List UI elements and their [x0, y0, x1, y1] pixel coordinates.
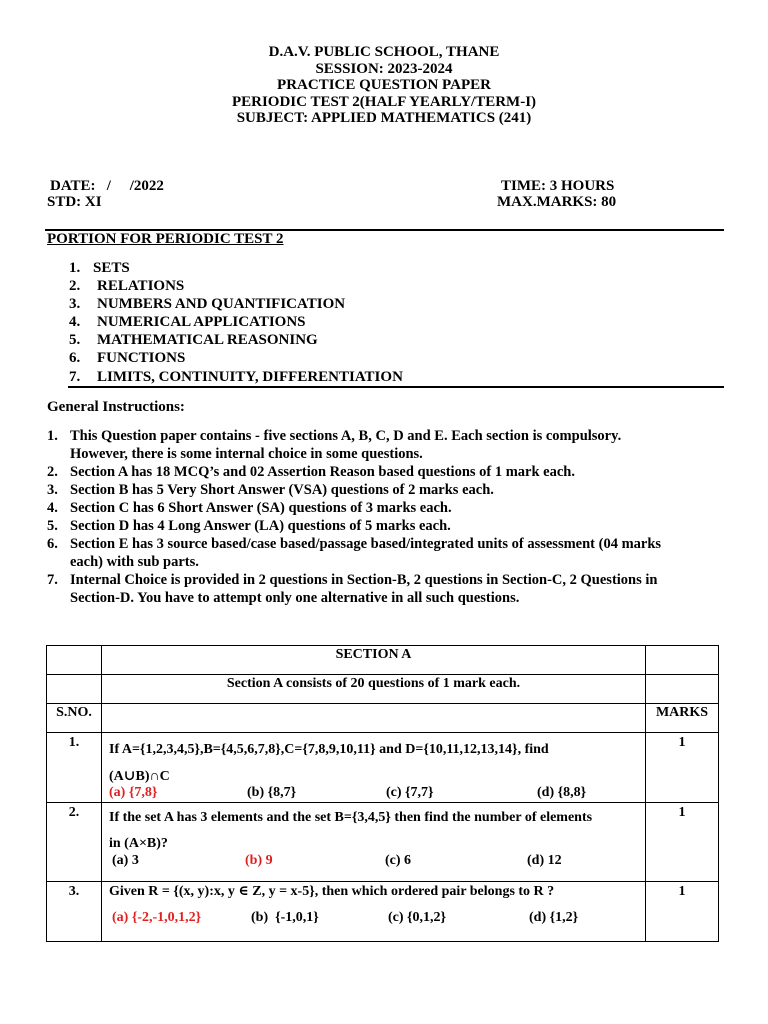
instructions-title: General Instructions:: [47, 399, 185, 415]
option-c: (c) {7,7}: [386, 785, 434, 800]
option-a: (a) 3: [112, 853, 139, 868]
option-d: (d) {8,8}: [537, 785, 587, 800]
std-field: STD: XI: [47, 194, 102, 210]
test-name: PERIODIC TEST 2(HALF YEARLY/TERM-I): [231, 93, 537, 110]
portion-item-num: 2.: [69, 278, 81, 294]
option-b: (b) {8,7}: [247, 785, 297, 800]
table-cell: [102, 704, 646, 733]
option-a-answer: (a) {-2,-1,0,1,2}: [112, 910, 202, 925]
max-marks-field: MAX.MARKS: 80: [497, 194, 617, 210]
option-a-answer: (a) {7,8}: [109, 785, 158, 800]
portion-item-label: FUNCTIONS: [97, 350, 186, 366]
instruction-num: 5.: [47, 518, 58, 534]
question-text: If the set A has 3 elements and the set B={3,4,5} then find the number of elements: [109, 810, 593, 825]
option-c: (c) 6: [385, 853, 412, 868]
instruction-item: [47, 517, 727, 535]
portion-item-label: NUMBERS AND QUANTIFICATION: [97, 296, 346, 312]
instruction-num: 6.: [47, 536, 58, 552]
question-text: If A={1,2,3,4,5},B={4,5,6,7,8},C={7,8,9,10,11} and D={10,11,12,13,14}, find: [109, 742, 549, 757]
instruction-line: Section A has 18 MCQ’s and 02 Assertion Reason based questions of 1 mark each.: [70, 464, 575, 480]
question-number: 2.: [47, 803, 102, 882]
question-marks: 1: [646, 803, 719, 882]
portion-item-num: 7.: [69, 369, 81, 385]
instruction-num: 3.: [47, 482, 58, 498]
table-row: [47, 675, 719, 704]
portion-item-label: SETS: [93, 260, 130, 276]
question-number: 3.: [47, 882, 102, 942]
question-text: Given R = {(x, y):x, y ∈ Z, y = x-5}, then which ordered pair belongs to R ?: [109, 884, 555, 899]
question-table: [46, 645, 719, 942]
option-c: (c) {0,1,2}: [388, 910, 447, 925]
table-row: [47, 803, 719, 882]
subject: SUBJECT: APPLIED MATHEMATICS (241): [236, 110, 532, 126]
portion-item-num: 3.: [69, 296, 81, 312]
instruction-line: Section B has 5 Very Short Answer (VSA) questions of 2 marks each.: [70, 482, 494, 498]
option-d: (d) 12: [527, 853, 562, 868]
instruction-item: [47, 571, 727, 607]
question-marks: 1: [646, 882, 719, 942]
instruction-num: 4.: [47, 500, 58, 516]
table-cell: [47, 646, 102, 675]
instruction-line: Section D has 4 Long Answer (LA) questions of 5 marks each.: [70, 518, 451, 534]
table-cell: [47, 675, 102, 704]
instruction-item: [47, 535, 727, 571]
table-header-row: [47, 704, 719, 733]
option-b: (b) {-1,0,1}: [251, 910, 319, 925]
question-cell: [102, 733, 646, 803]
option-b-answer: (b) 9: [245, 853, 273, 868]
option-d: (d) {1,2}: [529, 910, 579, 925]
question-text: (A∪B)∩C: [109, 769, 170, 784]
instruction-item: [47, 499, 727, 517]
instruction-line: Internal Choice is provided in 2 questions in Section-B, 2 questions in Section-C, 2 Questions in: [70, 572, 658, 588]
question-cell: [102, 803, 646, 882]
question-text: in (A×B)?: [109, 836, 168, 851]
portion-item-label: RELATIONS: [97, 278, 185, 294]
instruction-line: Section-D. You have to attempt only one alternative in all such questions.: [70, 590, 520, 606]
portion-title: PORTION FOR PERIODIC TEST 2: [47, 231, 284, 247]
instruction-num: 1.: [47, 428, 58, 444]
table-cell: [646, 675, 719, 704]
time-field: TIME: 3 HOURS: [501, 178, 615, 194]
portion-item-num: 5.: [69, 332, 81, 348]
paper-type: PRACTICE QUESTION PAPER: [277, 77, 491, 93]
portion-item-label: LIMITS, CONTINUITY, DIFFERENTIATION: [97, 369, 403, 385]
instruction-num: 7.: [47, 572, 58, 588]
portion-item-num: 1.: [69, 260, 81, 276]
portion-item-label: NUMERICAL APPLICATIONS: [97, 314, 306, 330]
school-name: D.A.V. PUBLIC SCHOOL, THANE: [268, 44, 500, 60]
instruction-line: Section C has 6 Short Answer (SA) questions of 3 marks each.: [70, 500, 452, 516]
instruction-line: each) with sub parts.: [70, 554, 199, 570]
instruction-item: [47, 427, 727, 463]
portion-item-num: 4.: [69, 314, 81, 330]
column-header-sno: S.NO.: [47, 704, 102, 733]
instruction-num: 2.: [47, 464, 58, 480]
table-row: [47, 646, 719, 675]
section-title: SECTION A: [102, 646, 646, 675]
table-row: [47, 882, 719, 942]
divider: [68, 386, 724, 388]
column-header-marks: MARKS: [646, 704, 719, 733]
section-description: Section A consists of 20 questions of 1 mark each.: [102, 675, 646, 704]
question-marks: 1: [646, 733, 719, 803]
instruction-item: [47, 463, 727, 481]
session: SESSION: 2023-2024: [315, 60, 453, 77]
portion-item-num: 6.: [69, 350, 81, 366]
question-cell: [102, 882, 646, 942]
instruction-line: This Question paper contains - five sections A, B, C, D and E. Each section is compulsory.: [70, 428, 622, 444]
table-row: [47, 733, 719, 803]
question-number: 1.: [47, 733, 102, 803]
instruction-line: Section E has 3 source based/case based/passage based/integrated units of assessment (04 marks: [70, 536, 662, 552]
instruction-line: However, there is some internal choice in some questions.: [70, 446, 423, 462]
date-field: DATE: / /2022: [50, 178, 164, 194]
instruction-item: [47, 481, 727, 499]
portion-item-label: MATHEMATICAL REASONING: [97, 332, 318, 348]
table-cell: [646, 646, 719, 675]
